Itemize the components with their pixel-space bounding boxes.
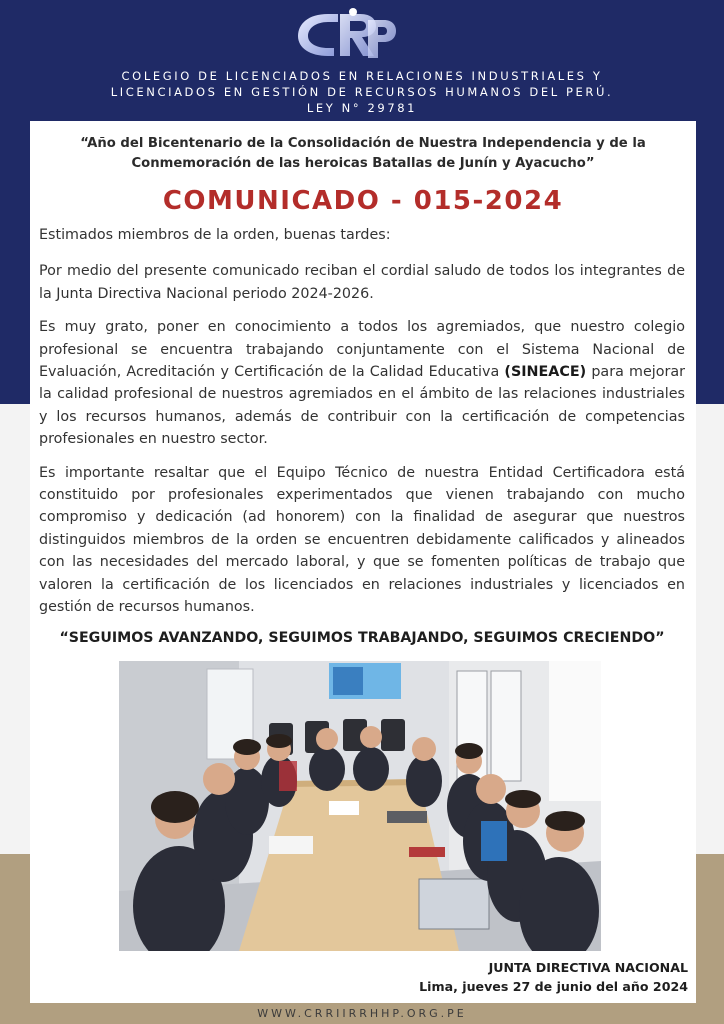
paragraph-2: [39, 316, 685, 450]
greeting: Estimados miembros de la orden, buenas tardes:: [39, 227, 391, 243]
board-meeting-photo: [119, 661, 601, 951]
board-meeting-photo-illustration: [119, 661, 601, 951]
paragraph-2-start: Es muy grato, poner en conocimiento a todos los agremiados, que nuestro colegio profesional se encuentra trabajando conjuntamente con el Sistema Nacional de Evaluación, Acreditación y Certificación de la Calidad Educativa: [39, 319, 685, 381]
crp-logo-icon: [290, 6, 402, 64]
slogan: “SEGUIMOS AVANZANDO, SEGUIMOS TRABAJANDO, SEGUIMOS CRECIENDO”: [59, 630, 665, 646]
sineace-acronym: (SINEACE): [504, 364, 587, 381]
paragraph-1: Por medio del presente comunicado reciban el cordial saludo de todos los integrantes de la Junta Directiva Nacional periodo 2024-2026.: [39, 263, 685, 302]
year-motto: [30, 134, 696, 174]
paragraph-3: Es importante resaltar que el Equipo Técnico de nuestra Entidad Certificadora está constituido por profesionales experimentados que vienen trabajando con mucho compromiso y dedicación (ad honorem) con la finalidad de asegurar que nuestros distinguidos miembros de la orden se encuentren debidamente calificados y alineados con las necesidades del mercado laboral, y que se fomenten políticas de trabajo que valoren la certificación de los licenciados en relaciones industriales y licenciados en gestión de recursos humanos.: [39, 464, 685, 616]
place-and-date: Lima, jueves 27 de junio del año 2024: [419, 979, 688, 994]
institution-name-line-2: LICENCIADOS EN GESTIÓN DE RECURSOS HUMANOS DEL PERÚ.: [110, 85, 614, 99]
signatory: JUNTA DIRECTIVA NACIONAL: [488, 960, 688, 975]
paragraph-2-end: para mejorar la calidad profesional de nuestros agremiados en el ámbito de las relaciones industriales y los recursos humanos, además de contribuir con la certificación de competencias profesionales en nuestro sector.: [39, 364, 685, 448]
communique-title: COMUNICADO - 015-2024: [162, 186, 564, 216]
year-motto-line-1: “Año del Bicentenario de la Consolidación de Nuestra Independencia y de la: [80, 136, 646, 151]
signature-block: [419, 958, 688, 996]
year-motto-line-2: Conmemoración de las heroicas Batallas de Junín y Ayacucho”: [131, 156, 595, 171]
law-number: LEY N° 29781: [306, 101, 418, 115]
website-link[interactable]: WWW.CRRIIRRHHP.ORG.PE: [257, 1007, 467, 1020]
institution-header: [0, 68, 724, 116]
institution-name-line-1: COLEGIO DE LICENCIADOS EN RELACIONES INDUSTRIALES Y: [121, 69, 603, 83]
communique-body: [39, 224, 685, 630]
